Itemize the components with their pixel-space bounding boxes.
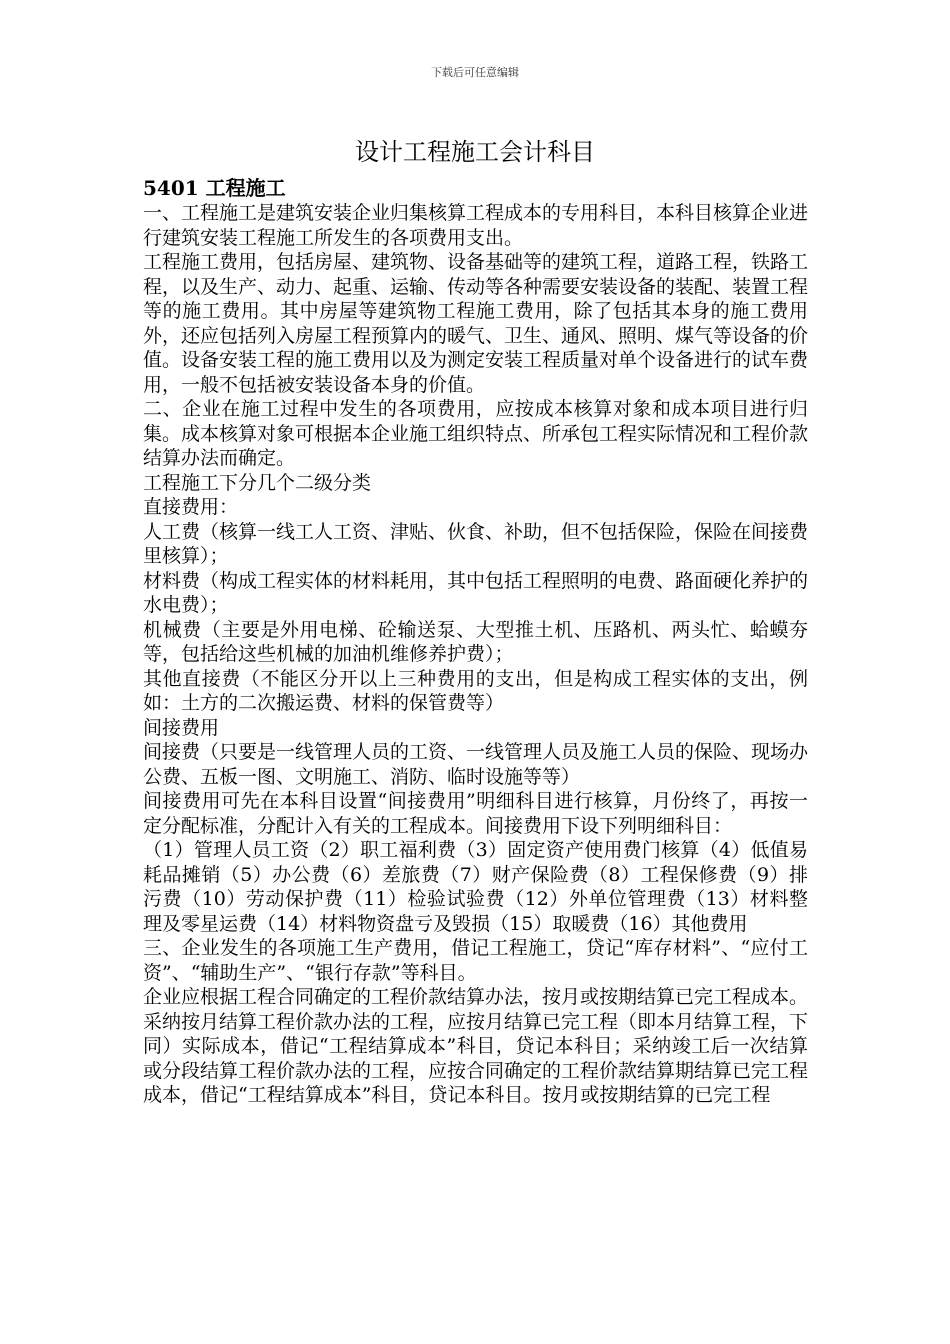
paragraph-scope: 工程施工费用，包括房屋、建筑物、设备基础等的建筑工程，道路工程，铁路工程，以及生产、动力、起重、运输、传动等各种需要安装设备的装配、装置工程等的施工费用。其中房屋等建筑物工程施工费用，除了包括其本身的施工费用外，还应包括列入房屋工程预算内的暖气、卫生、通风、照明、煤气等设备的价值。设备安装工程的施工费用以及为测定安装工程质量对单个设备进行的试车费用，一般不包括被安装设备本身的价值。	[143, 251, 809, 396]
header-note: 下载后可任意编辑	[431, 66, 519, 79]
paragraph-subcategories: 工程施工下分几个二级分类	[143, 471, 372, 494]
paragraph-detail-accounts: （1）管理人员工资（2）职工福利费（3）固定资产使用费门核算（4）低值易耗品摊销（5）办公费（6）差旅费（7）财产保险费（8）工程保修费（9）排污费（10）劳动保护费（11）检验试验费（12）外单位管理费（13）材料整理及零星运费（14）材料物资盘亏及毁损（15）取暖费（16）其他费用	[143, 839, 808, 935]
document-body	[143, 175, 808, 1108]
paragraph-other-direct-cost: 其他直接费（不能区分开以上三种费用的支出，但是构成工程实体的支出，例如：土方的二次搬运费、材料的保管费等）	[143, 667, 808, 714]
paragraph-machinery-cost: 机械费（主要是外用电梯、砼输送泵、大型推土机、压路机、两头忙、蛤蟆夯等，包括给这些机械的加油机维修养护费）；	[143, 618, 808, 665]
paragraph-intro: 一、工程施工是建筑安装企业归集核算工程成本的专用科目，本科目核算企业进行建筑安装工程施工所发生的各项费用支出。	[143, 202, 809, 249]
paragraph-entries: 三、企业发生的各项施工生产费用，借记工程施工，贷记“库存材料”、“应付工资”、“辅助生产”、“银行存款”等科目。	[143, 937, 808, 984]
paragraph-direct-costs-label: 直接费用：	[143, 496, 239, 518]
paragraph-labor-cost: 人工费（核算一线工人工资、津贴、伙食、补助，但不包括保险，保险在间接费里核算）；	[143, 520, 809, 567]
paragraph-indirect-costs-label: 间接费用	[143, 716, 220, 739]
section-heading: 5401 工程施工	[143, 176, 286, 200]
paragraph-indirect-cost: 间接费（只要是一线管理人员的工资、一线管理人员及施工人员的保险、现场办公费、五板一图、文明施工、消防、临时设施等等）	[143, 741, 809, 788]
paragraph-material-cost: 材料费（构成工程实体的材料耗用，其中包括工程照明的电费、路面硬化养护的水电费）；	[143, 569, 809, 616]
paragraph-collection: 二、企业在施工过程中发生的各项费用，应按成本核算对象和成本项目进行归集。成本核算对象可根据本企业施工组织特点、所承包工程实际情况和工程价款结算办法而确定。	[143, 398, 809, 469]
document-title: 设计工程施工会计科目	[355, 138, 595, 166]
paragraph-settlement: 企业应根据工程合同确定的工程价款结算办法，按月或按期结算已完工程成本。采纳按月结算工程价款办法的工程，应按月结算已完工程（即本月结算工程，下同）实际成本，借记“工程结算成本”科目，贷记本科目；采纳竣工后一次结算或分段结算工程价款办法的工程，应按合同确定的工程价款结算期结算已完工程成本，借记“工程结算成本”科目，贷记本科目。按月或按期结算的已完工程	[143, 986, 809, 1106]
paragraph-indirect-cost-accounting: 间接费用可先在本科目设置“间接费用”明细科目进行核算，月份终了，再按一定分配标准，分配计入有关的工程成本。间接费用下设下列明细科目：	[143, 790, 808, 837]
